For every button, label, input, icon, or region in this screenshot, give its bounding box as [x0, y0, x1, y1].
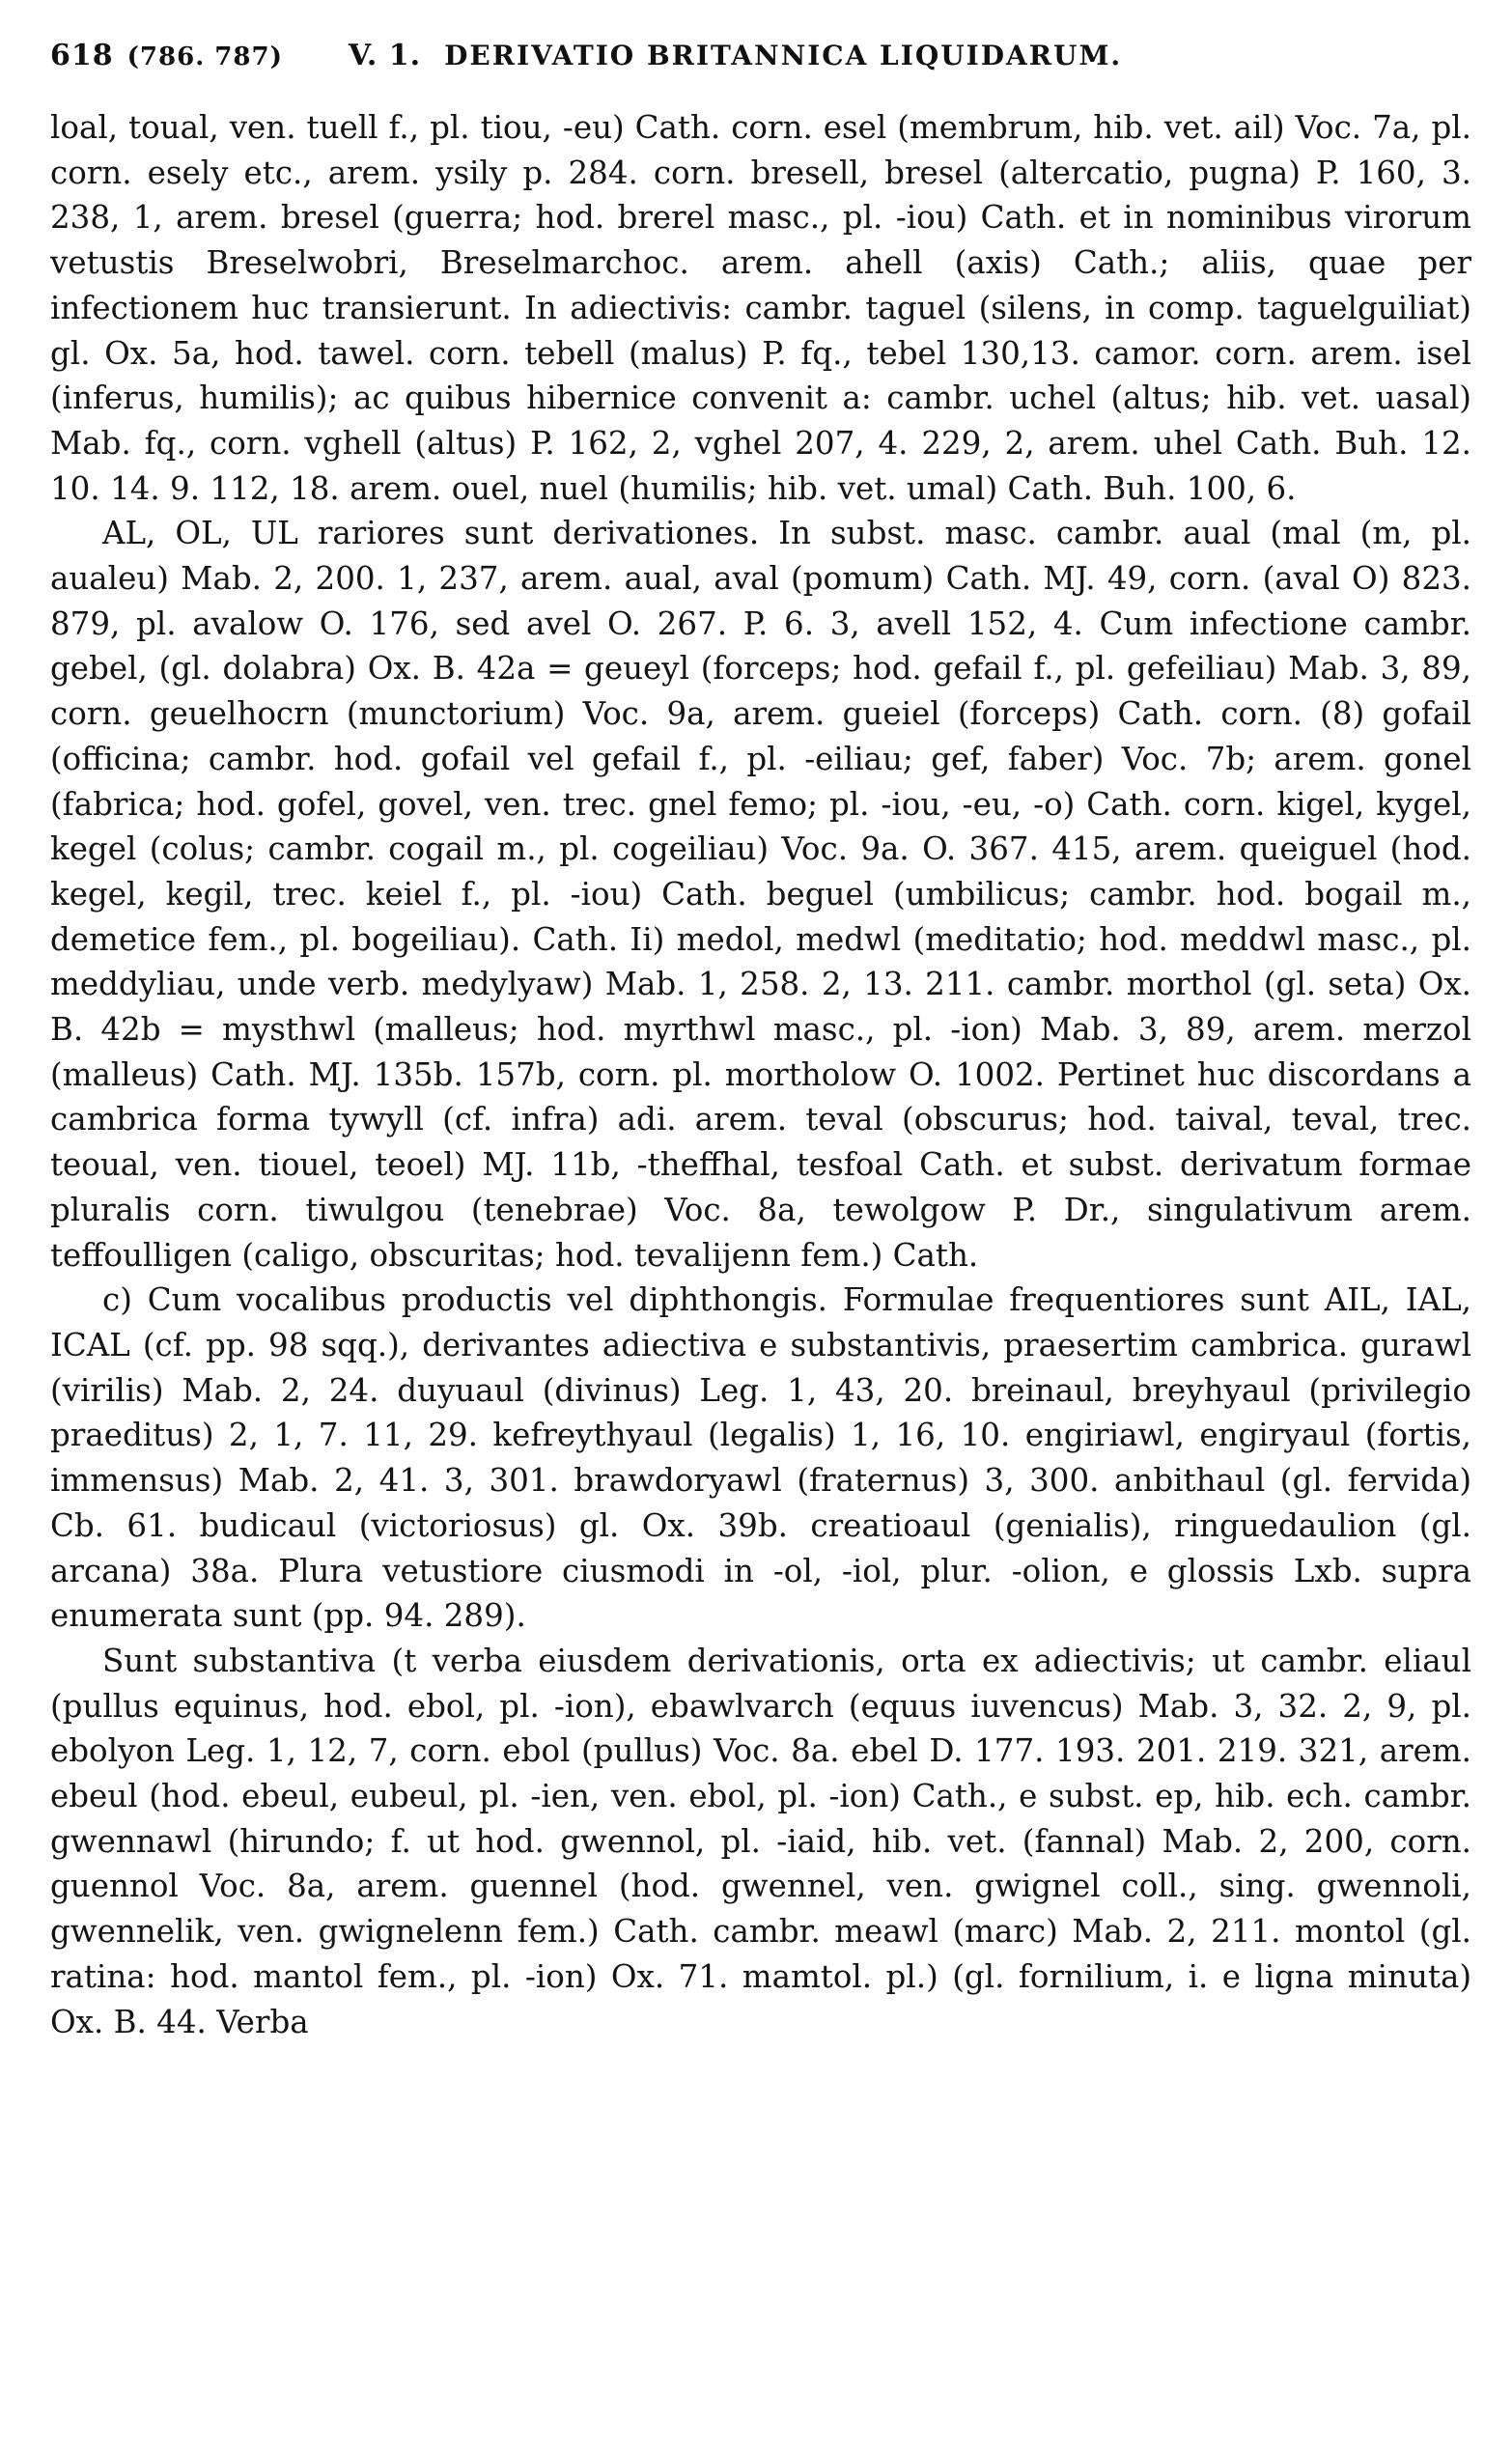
page-reference: (786. 787): [126, 42, 283, 71]
paragraph: Sunt substantiva (t verba eiusdem derivationis, orta ex adiectivis; ut cambr. eliaul (pullus equinus, hod. ebol, pl. -ion), ebawlvarch (equus iuvencus) Mab. 3, 32. 2, 9, pl. ebolyon Leg. 1, 12, 7, corn. ebol (pullus) Voc. 8a. ebel D. 177. 193. 201. 219. 321, arem. ebeul (hod. ebeul, eubeul, pl. -ien, ven. ebol, pl. -ion) Cath., e subst. ep, hib. ech. cambr. gwennawl (hirundo; f. ut hod. gwennol, pl. -iaid, hib. vet. (fannal) Mab. 2, 200, corn. guennol Voc. 8a, arem. guennel (hod. gwennel, ven. gwignel coll., sing. gwennoli, gwennelik, ven. gwignelenn fem.) Cath. cambr. meawl (marc) Mab. 2, 211. montol (gl. ratina: hod. mantol fem., pl. -ion) Ox. 71. mamtol. pl.) (gl. fornilium, i. e ligna minuta) Ox. B. 44. Verba: [50, 1642, 1471, 2040]
running-title: DERIVATIO BRITANNICA LIQUIDARUM.: [444, 40, 1123, 71]
book-page: [50, 39, 1471, 2414]
paragraph: AL, OL, UL rariores sunt derivationes. In subst. masc. cambr. aual (mal (m, pl. aualeu) Mab. 2, 200. 1, 237, arem. aual, aval (pomum) Cath. MJ. 49, corn. (aval O) 823. 879, pl. avalow O. 176, sed avel O. 267. P. 6. 3, avell 152, 4. Cum infectione cambr. gebel, (gl. dolabra) Ox. B. 42a = geueyl (forceps; hod. gefail f., pl. gefeiliau) Mab. 3, 89, corn. geuelhocrn (munctorium) Voc. 9a, arem. gueiel (forceps) Cath. corn. (8) gofail (officina; cambr. hod. gofail vel gefail f., pl. -eiliau; gef, faber) Voc. 7b; arem. gonel (fabrica; hod. gofel, govel, ven. trec. gnel femo; pl. -iou, -eu, -o) Cath. corn. kigel, kygel, kegel (colus; cambr. cogail m., pl. cogeiliau) Voc. 9a. O. 367. 415, arem. queiguel (hod. kegel, kegil, trec. keiel f., pl. -iou) Cath. beguel (umbilicus; cambr. hod. bogail m., demetice fem., pl. bogeiliau). Cath. Ii) medol, medwl (meditatio; hod. meddwl masc., pl. meddyliau, unde verb. medylyaw) Mab. 1, 258. 2, 13. 211. cambr. morthol (gl. seta) Ox. B. 42b = mysthwl (malleus; hod. myrthwl masc., pl. -ion) Mab. 3, 89, arem. merzol (malleus) Cath. MJ. 135b. 157b, corn. pl. mortholow O. 1002. Pertinet huc discordans a cambrica forma tywyll (cf. infra) adi. arem. teval (obscurus; hod. taival, teval, trec. teoual, ven. tiouel, teoel) MJ. 11b, -theffhal, tesfoal Cath. et subst. derivatum formae pluralis corn. tiwulgou (tenebrae) Voc. 8a, tewolgow P. Dr., singulativum arem. teffoulligen (caligo, obscuritas; hod. tevalijenn fem.) Cath.: [50, 515, 1471, 1274]
page-number: 618: [50, 39, 114, 72]
section-number: V. 1.: [348, 39, 422, 72]
body-text: [50, 105, 1471, 2044]
paragraph: c) Cum vocalibus productis vel diphthongis. Formulae frequentiores sunt AIL, IAL, ICAL (cf. pp. 98 sqq.), derivantes adiectiva e substantivis, praesertim cambrica. gurawl (virilis) Mab. 2, 24. duyuaul (divinus) Leg. 1, 43, 20. breinaul, breyhyaul (privilegio praeditus) 2, 1, 7. 11, 29. kefreythyaul (legalis) 1, 16, 10. engiriawl, engiryaul (fortis, immensus) Mab. 2, 41. 3, 301. brawdoryawl (fraternus) 3, 300. anbithaul (gl. fervida) Cb. 61. budicaul (victoriosus) gl. Ox. 39b. creatioaul (genialis), ringuedaulion (gl. arcana) 38a. Plura vetustiore ciusmodi in -ol, -iol, plur. -olion, e glossis Lxb. supra enumerata sunt (pp. 94. 289).: [50, 1281, 1471, 1635]
running-header: [50, 39, 1471, 72]
paragraph: loal, toual, ven. tuell f., pl. tiou, -eu) Cath. corn. esel (membrum, hib. vet. ail) Voc. 7a, pl. corn. esely etc., arem. ysily p. 284. corn. bresell, bresel (altercatio, pugna) P. 160, 3. 238, 1, arem. bresel (guerra; hod. brerel masc., pl. -iou) Cath. et in nominibus virorum vetustis Breselwobri, Breselmarchoc. arem. ahell (axis) Cath.; aliis, quae per infectionem huc transierunt. In adiectivis: cambr. taguel (silens, in comp. taguelguiliat) gl. Ox. 5a, hod. tawel. corn. tebell (malus) P. fq., tebel 130,13. camor. corn. arem. isel (inferus, humilis); ac quibus hibernice convenit a: cambr. uchel (altus; hib. vet. uasal) Mab. fq., corn. vghell (altus) P. 162, 2, vghel 207, 4. 229, 2, arem. uhel Cath. Buh. 12. 10. 14. 9. 112, 18. arem. ouel, nuel (humilis; hib. vet. umal) Cath. Buh. 100, 6.: [50, 109, 1471, 507]
